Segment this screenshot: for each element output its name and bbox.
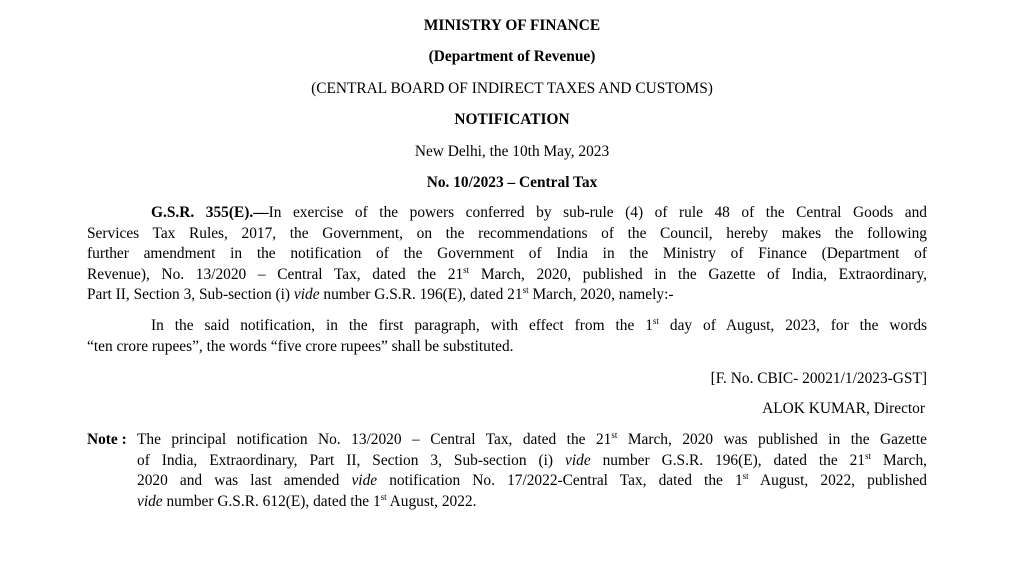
notification-number: No. 10/2023 – Central Tax <box>426 174 598 191</box>
note-text: number G.S.R. 196(E), dated the 21 <box>590 451 865 469</box>
note-line <box>137 471 927 492</box>
ordinal-suffix: st <box>380 491 387 502</box>
vide-italic: vide <box>137 492 163 510</box>
board-heading: (CENTRAL BOARD OF INDIRECT TAXES AND CUSTOMS) <box>311 80 713 97</box>
vide-italic: vide <box>351 472 378 489</box>
note-line <box>137 430 927 451</box>
gsr-number: G.S.R. 355(E).— <box>151 204 269 221</box>
note-text: March, <box>871 451 927 469</box>
note-text: The principal notification No. 13/2020 – Central Tax, dated the 21 <box>137 431 612 448</box>
note-text: August, 2022, published <box>748 472 927 489</box>
ordinal-suffix: st <box>865 450 872 461</box>
note-text: of India, Extraordinary, Part II, Section 3, Sub-section (i) <box>137 451 566 469</box>
note-text: notification No. 17/2022-Central Tax, dated the 1 <box>377 472 743 489</box>
paragraph-line: further amendment in the notification of the Government of India in the Ministry of Finance (Department of <box>87 245 927 262</box>
paragraph-text: number G.S.R. 196(E), dated 21 <box>319 286 523 303</box>
place-date: New Delhi, the 10th May, 2023 <box>414 143 610 160</box>
paragraph-text: March, 2020, namely:- <box>528 286 674 303</box>
vide-italic: vide <box>565 451 591 469</box>
ordinal-suffix: st <box>611 430 618 440</box>
file-number: [F. No. CBIC- 20021/1/2023-GST] <box>710 370 927 387</box>
note-line <box>137 492 927 513</box>
ordinal-suffix: st <box>742 471 749 481</box>
paragraph-line <box>87 265 927 286</box>
paragraph-text: Part II, Section 3, Sub-section (i) <box>87 286 294 303</box>
main-paragraph <box>87 203 927 306</box>
note-paragraph <box>137 430 927 512</box>
paragraph-text: In exercise of the powers conferred by sub-rule (4) of rule 48 of the Central Goods and <box>268 204 927 221</box>
note-line <box>137 451 927 472</box>
paragraph-line <box>87 203 927 224</box>
ordinal-suffix: st <box>463 264 470 275</box>
paragraph-text: Revenue), No. 13/2020 – Central Tax, dated the 21 <box>87 265 464 283</box>
note-text: March, 2020 was published in the Gazette <box>617 431 928 448</box>
amendment-paragraph <box>87 316 927 357</box>
paragraph-line <box>87 285 927 306</box>
ministry-heading: MINISTRY OF FINANCE <box>423 17 601 34</box>
note-text: number G.S.R. 612(E), dated the 1 <box>162 492 381 510</box>
ordinal-suffix: st <box>652 316 659 326</box>
notification-heading: NOTIFICATION <box>454 111 570 128</box>
paragraph-text: March, 2020, published in the Gazette of India, Extraordinary, <box>469 265 927 283</box>
ordinal-suffix: st <box>522 285 529 295</box>
note-text: 2020 and was last amended <box>137 472 352 489</box>
paragraph-line: “ten crore rupees”, the words “five crore rupees” shall be substituted. <box>87 337 514 355</box>
paragraph-line: Services Tax Rules, 2017, the Government, on the recommendations of the Council, hereby makes the following <box>87 224 927 242</box>
vide-italic: vide <box>293 286 320 303</box>
department-heading: (Department of Revenue) <box>428 48 596 65</box>
signatory: ALOK KUMAR, Director <box>762 400 925 417</box>
paragraph-text: In the said notification, in the first paragraph, with effect from the 1 <box>151 317 653 334</box>
note-text: August, 2022. <box>386 492 477 510</box>
note-label: Note : <box>87 431 127 448</box>
paragraph-line <box>87 316 927 337</box>
paragraph-text: day of August, 2023, for the words <box>658 317 928 334</box>
